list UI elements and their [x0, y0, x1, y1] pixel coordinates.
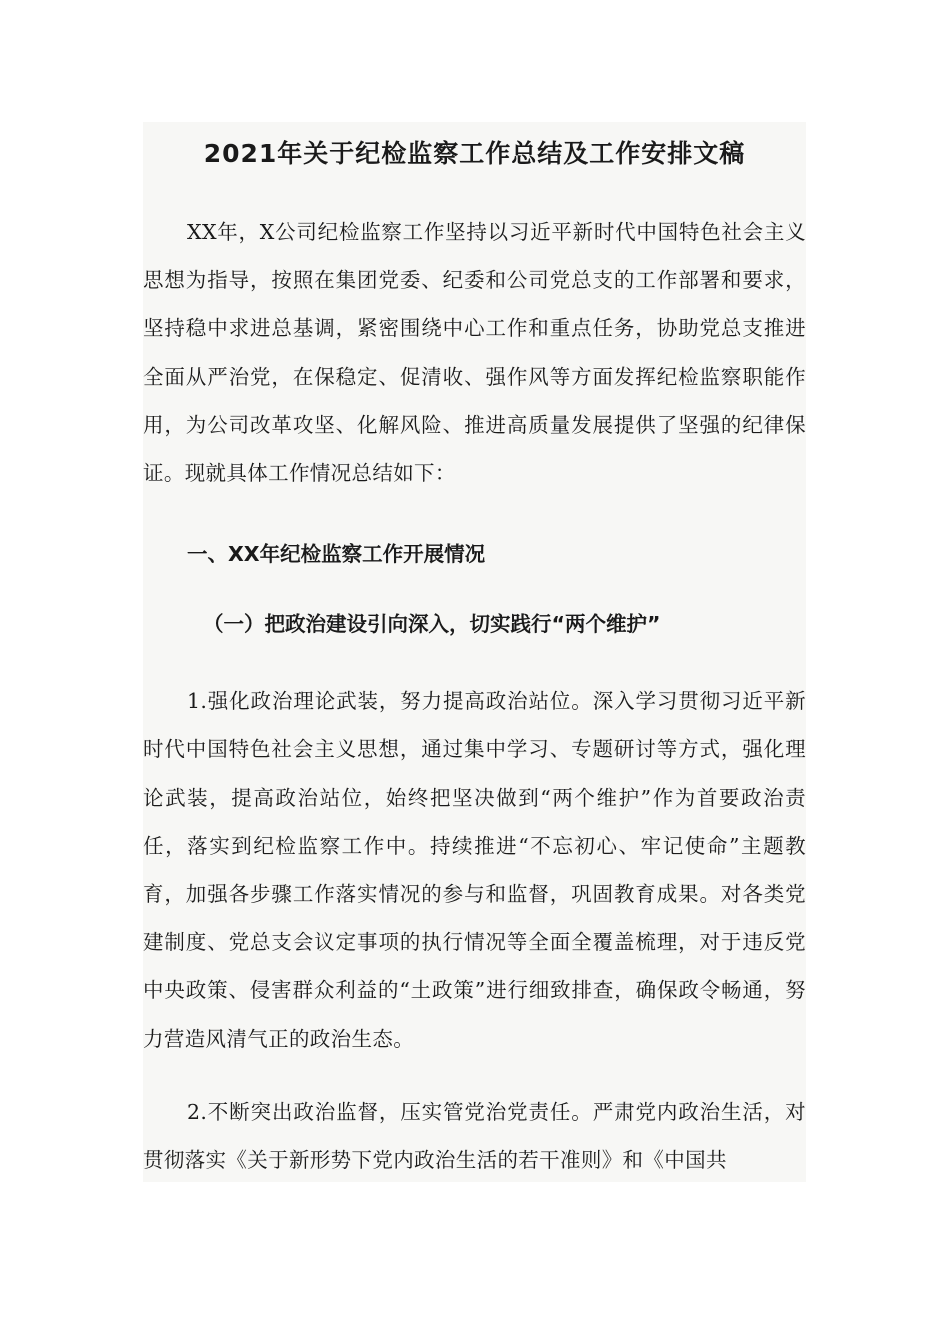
document-page — [143, 122, 806, 1182]
section-heading: 一、XX年纪检监察工作开展情况 — [187, 542, 486, 567]
item-2-paragraph: 2.不断突出政治监督，压实管党治党责任。严肃党内政治生活，对贯彻落实《关于新形势下党内政治生活的若干准则》和《中国共 — [143, 1099, 806, 1173]
item-1-paragraph: 1.强化政治理论武装，努力提高政治站位。深入学习贯彻习近平新时代中国特色社会主义思想，通过集中学习、专题研讨等方式，强化理论武装，提高政治站位，始终把坚决做到“两个维护”作为首要政治责任，落实到纪检监察工作中。持续推进“不忘初心、牢记使命”主题教育，加强各步骤工作落实情况的参与和监督，巩固教育成果。对各类党建制度、党总支会议定事项的执行情况等全面全覆盖梳理，对于违反党中央政策、侵害群众利益的“土政策”进行细致排查，确保政令畅通，努力营造风清气正的政治生态。 — [143, 689, 806, 1051]
intro-paragraph: XX年，X公司纪检监察工作坚持以习近平新时代中国特色社会主义思想为指导，按照在集团党委、纪委和公司党总支的工作部署和要求，坚持稳中求进总基调，紧密围绕中心工作和重点任务，协助党总支推进全面从严治党，在保稳定、促清收、强作风等方面发挥纪检监察职能作用，为公司改革攻坚、化解风险、推进高质量发展提供了坚强的纪律保证。现就具体工作情况总结如下： — [143, 220, 806, 486]
subsection-heading: （一）把政治建设引向深入，切实践行“两个维护” — [203, 612, 661, 637]
document-title: 2021年关于纪检监察工作总结及工作安排文稿 — [203, 139, 746, 168]
